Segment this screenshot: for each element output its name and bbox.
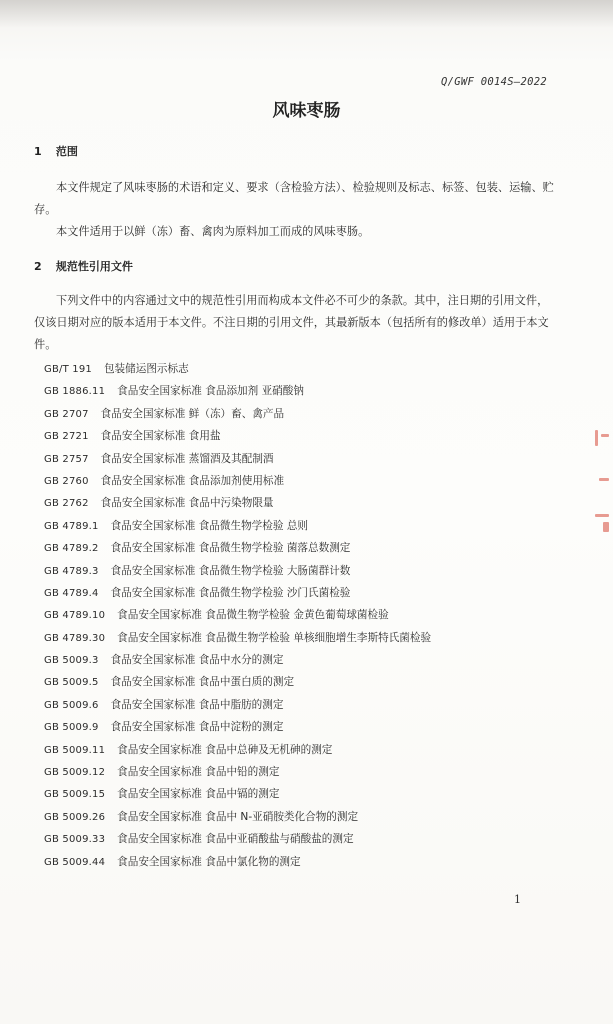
reference-item: [44, 761, 564, 783]
reference-code: GB 5009.9: [44, 722, 99, 734]
reference-title: 食品安全国家标准 食品中氯化物的测定: [117, 855, 301, 868]
reference-title: 食品安全国家标准 食品中水分的测定: [110, 654, 284, 667]
reference-item: [44, 358, 564, 380]
stamp-bleed-mark: [591, 430, 613, 540]
section-heading-normative-references: [34, 258, 133, 274]
page-number: 1: [514, 893, 521, 906]
reference-item: [44, 851, 564, 873]
reference-code: GB 2721: [44, 431, 89, 443]
reference-item: [44, 380, 564, 402]
reference-code: GB 5009.11: [44, 744, 106, 756]
reference-item: [44, 448, 564, 470]
reference-code: GB 5009.12: [44, 767, 106, 779]
reference-code: GB 4789.4: [44, 587, 99, 599]
reference-item: [44, 671, 564, 693]
scan-shadow: [0, 0, 613, 28]
reference-code: GB 4789.30: [44, 632, 106, 644]
reference-item: [44, 560, 564, 582]
paragraph-text: 本文件适用于以鲜（冻）畜、禽肉为原料加工而成的风味枣肠。: [56, 225, 370, 238]
reference-title: 食品安全国家标准 食用盐: [100, 430, 221, 443]
reference-code: GB 4789.1: [44, 520, 99, 532]
reference-item: [44, 403, 564, 425]
reference-code: GB 4789.10: [44, 610, 106, 622]
reference-title: 食品安全国家标准 食品微生物学检验 单核细胞增生李斯特氏菌检验: [117, 631, 432, 644]
section-number: 1: [34, 145, 42, 158]
reference-code: GB 1886.11: [44, 386, 106, 398]
reference-title: 食品安全国家标准 蒸馏酒及其配制酒: [100, 452, 274, 465]
reference-item: [44, 649, 564, 671]
reference-title: 食品安全国家标准 食品微生物学检验 菌落总数测定: [110, 542, 351, 555]
reference-title: 食品安全国家标准 食品中脂肪的测定: [110, 698, 284, 711]
reference-title: 食品安全国家标准 食品中 N-亚硝胺类化合物的测定: [117, 810, 359, 823]
reference-title: 食品安全国家标准 食品中污染物限量: [100, 497, 274, 510]
reference-title: 食品安全国家标准 食品中淀粉的测定: [110, 721, 284, 734]
paragraph-scope-1: [34, 177, 554, 221]
reference-item: [44, 470, 564, 492]
reference-code: GB 5009.15: [44, 789, 106, 801]
reference-item: [44, 515, 564, 537]
reference-title: 食品安全国家标准 食品添加剂使用标准: [100, 474, 285, 487]
reference-item: [44, 694, 564, 716]
paragraph-scope-2: [34, 221, 554, 243]
reference-list: [44, 358, 564, 873]
reference-title: 食品安全国家标准 鲜（冻）畜、禽产品: [100, 407, 285, 420]
reference-item: [44, 582, 564, 604]
reference-item: [44, 604, 564, 626]
reference-item: [44, 537, 564, 559]
section-title: 规范性引用文件: [55, 260, 133, 273]
section-heading-scope: [34, 143, 78, 159]
reference-item: [44, 739, 564, 761]
document-code: Q/GWF 0014S—2022: [441, 76, 547, 88]
reference-item: [44, 716, 564, 738]
reference-title: 食品安全国家标准 食品添加剂 亚硝酸钠: [117, 385, 304, 398]
reference-title: 食品安全国家标准 食品微生物学检验 总则: [110, 519, 309, 532]
reference-code: GB 5009.3: [44, 655, 99, 667]
reference-code: GB 2762: [44, 498, 89, 510]
reference-code: GB 5009.44: [44, 856, 106, 868]
reference-code: GB 2707: [44, 408, 89, 420]
reference-code: GB 4789.2: [44, 543, 99, 555]
paragraph-text: 下列文件中的内容通过文中的规范性引用而构成本文件必不可少的条款。其中，注日期的引用文件，仅该日期对应的版本适用于本文件。不注日期的引用文件，其最新版本（包括所有的修改单）适用于本文件。: [34, 294, 549, 351]
reference-code: GB 2757: [44, 453, 89, 465]
reference-code: GB 5009.26: [44, 811, 106, 823]
reference-item: [44, 783, 564, 805]
reference-title: 食品安全国家标准 食品中蛋白质的测定: [110, 676, 295, 689]
reference-code: GB 2760: [44, 475, 89, 487]
reference-code: GB 5009.6: [44, 699, 99, 711]
reference-code: GB 5009.33: [44, 834, 106, 846]
paragraph-references-intro: [34, 290, 554, 356]
reference-title: 食品安全国家标准 食品微生物学检验 大肠菌群计数: [110, 564, 351, 577]
reference-title: 食品安全国家标准 食品中铅的测定: [117, 766, 280, 779]
paragraph-text: 本文件规定了风味枣肠的术语和定义、要求（含检验方法）、检验规则及标志、标签、包装、运输、贮存。: [34, 181, 554, 216]
reference-code: GB 4789.3: [44, 565, 99, 577]
reference-code: GB/T 191: [44, 364, 92, 375]
reference-title: 食品安全国家标准 食品中亚硝酸盐与硝酸盐的测定: [117, 833, 354, 846]
reference-title: 食品安全国家标准 食品微生物学检验 沙门氏菌检验: [110, 586, 351, 599]
reference-item: [44, 627, 564, 649]
section-title: 范围: [55, 145, 78, 158]
document-title: 风味枣肠: [272, 101, 341, 121]
reference-title: 包装储运图示标志: [103, 363, 189, 375]
reference-title: 食品安全国家标准 食品中总砷及无机砷的测定: [117, 743, 333, 756]
reference-title: 食品安全国家标准 食品中镉的测定: [117, 788, 280, 801]
reference-item: [44, 492, 564, 514]
reference-title: 食品安全国家标准 食品微生物学检验 金黄色葡萄球菌检验: [117, 609, 389, 622]
reference-item: [44, 828, 564, 850]
reference-code: GB 5009.5: [44, 677, 99, 689]
reference-item: [44, 425, 564, 447]
section-number: 2: [34, 260, 42, 273]
reference-item: [44, 806, 564, 828]
